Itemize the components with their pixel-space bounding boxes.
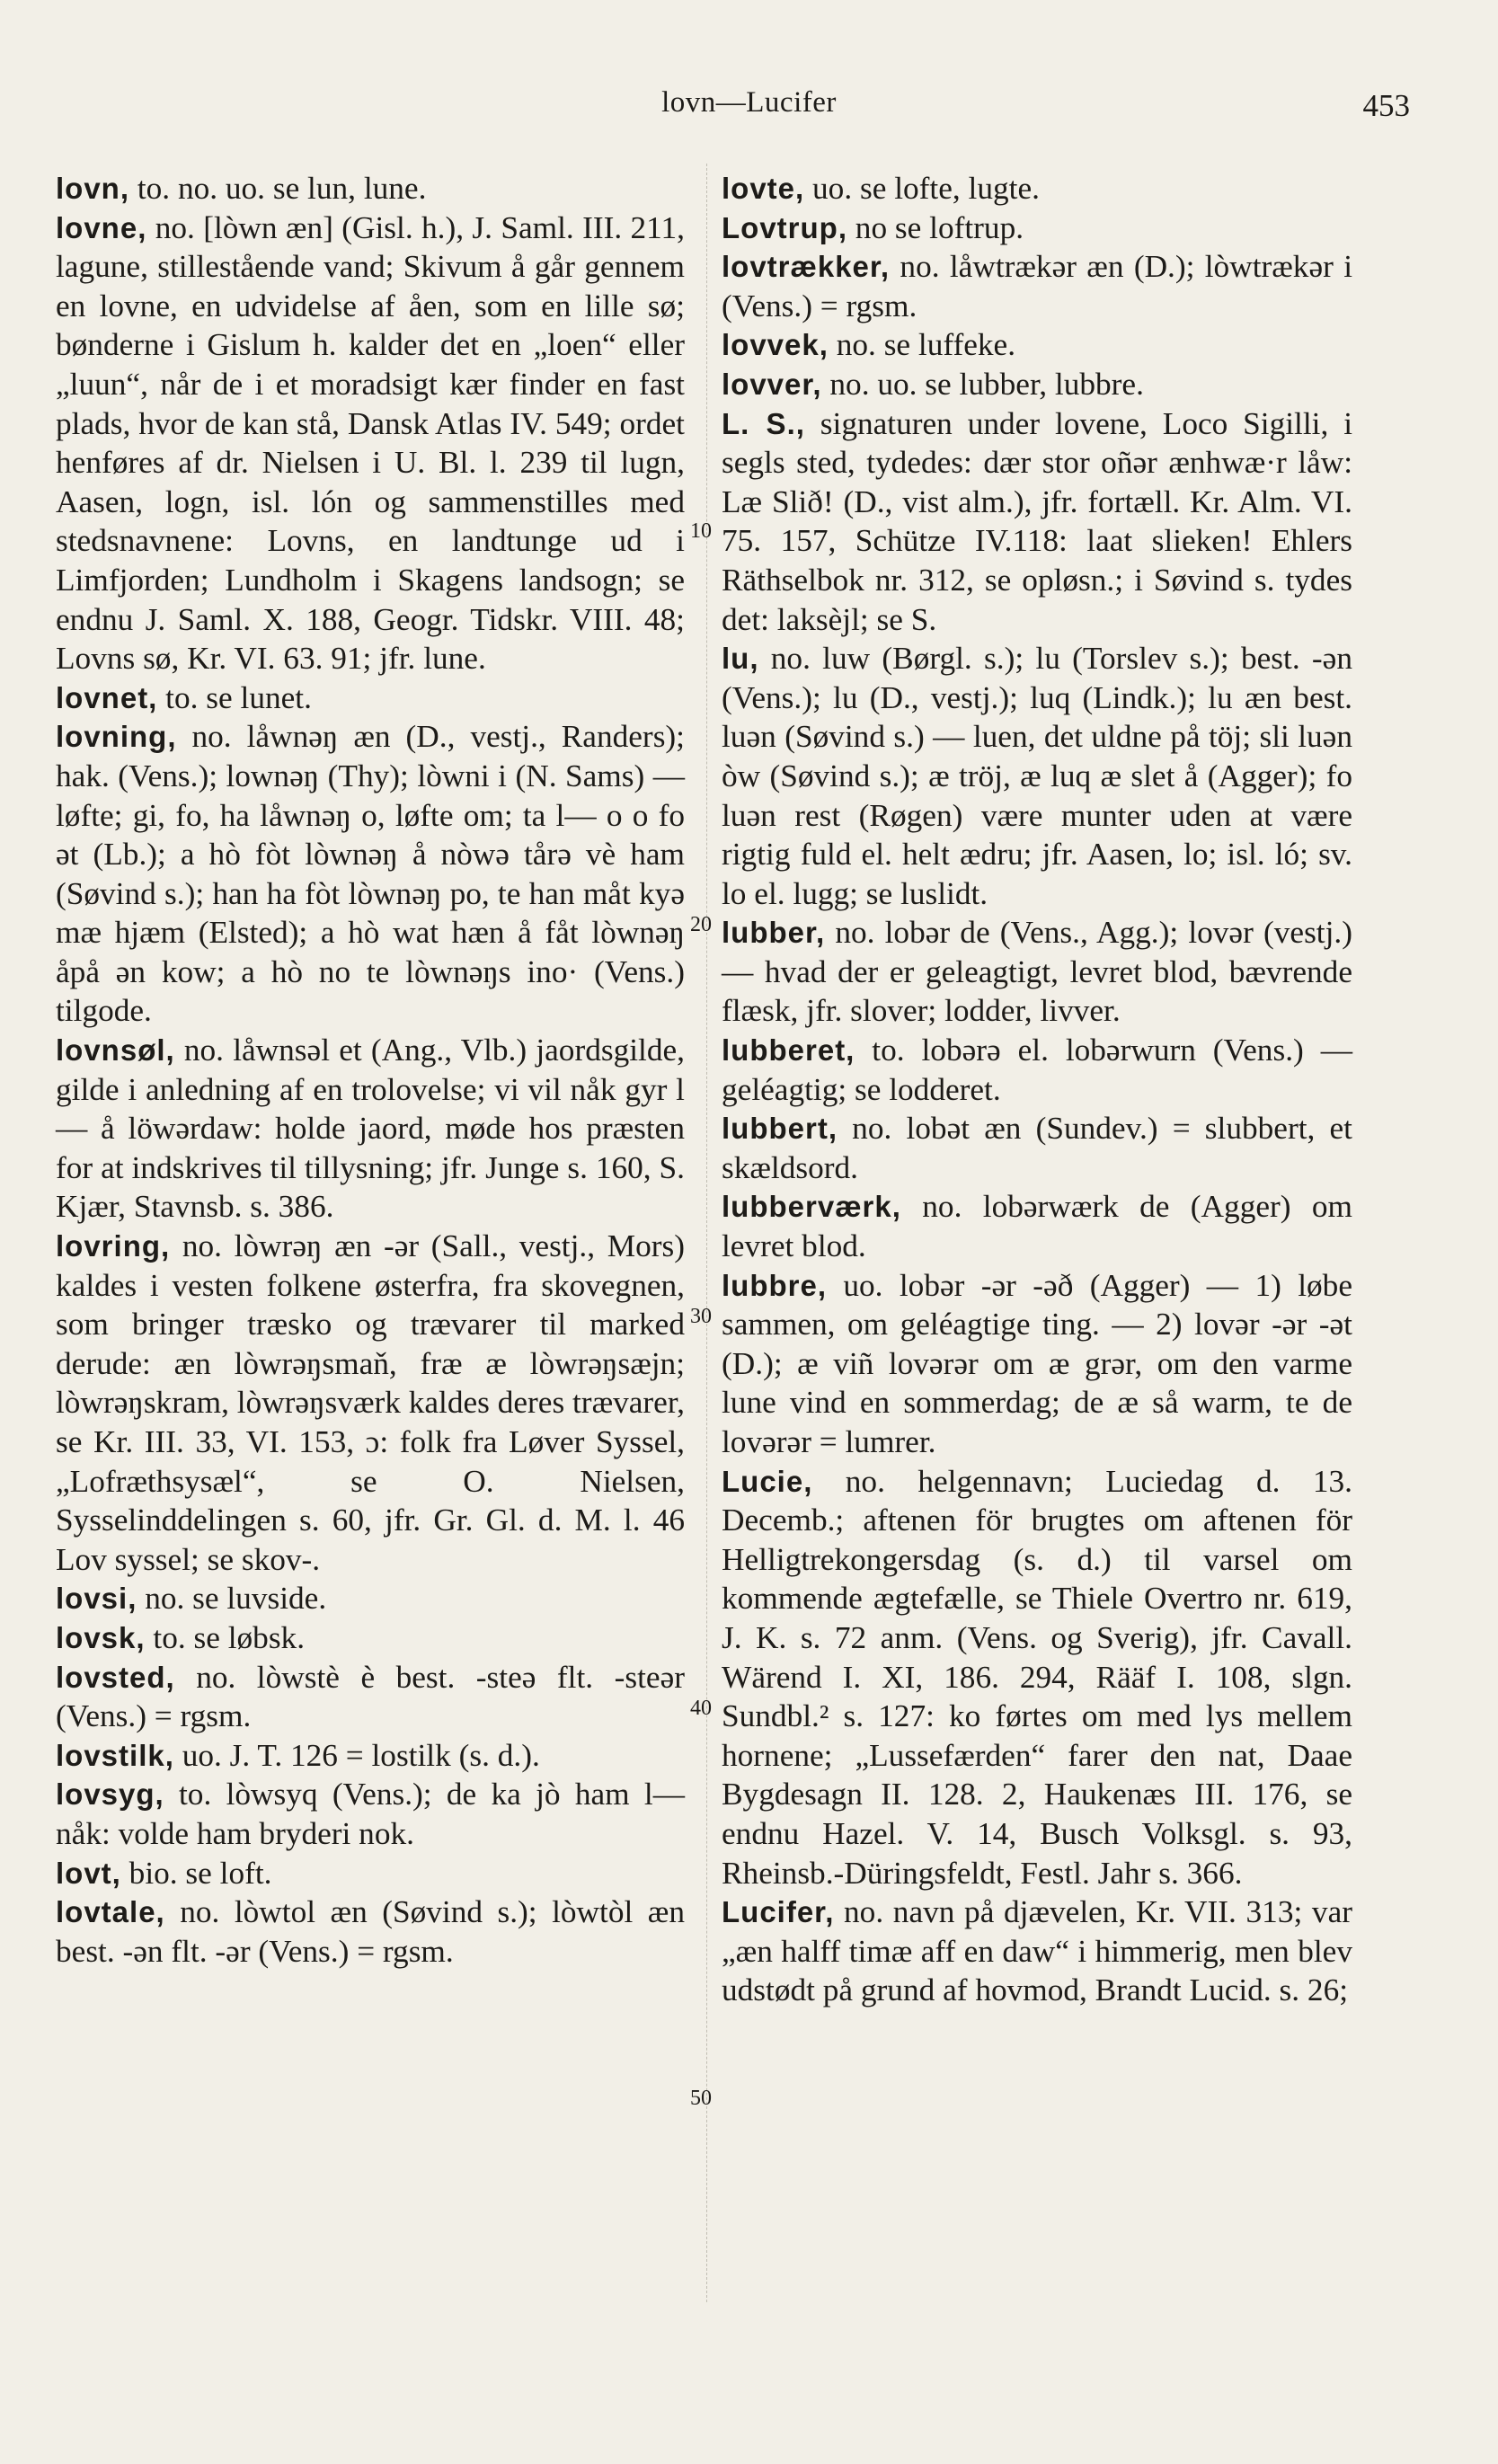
headword: lovne,: [56, 210, 147, 244]
entry-text: no. se luffeke.: [828, 327, 1016, 363]
dictionary-entry: [722, 1462, 1352, 1893]
entry-text: no. helgennavn; Luciedag d. 13. Decemb.; aftenen för brugtes om aftenen för Helligtrekongersdag (s. d.) til varsel om kommende ægtefælle, se Thiele Overtro nr. 619, J. K. s. 72 anm. (Vens. og Sverig), jfr. Cavall. Wärend I. XI, 186. 294, Rääf I. 108, slgn. Sundbl.² s. 127: ko førtes om med lys mellem hornene; „Lussefærden“ farer den nat, Daae Bygdesagn II. 128. 2, Haukenæs III. 176, se endnu Hazel. V. 14, Busch Volksgl. s. 93, Rheinsb.-Düringsfeldt, Festl. Jahr s. 366.: [722, 1463, 1352, 1891]
dictionary-entry: [722, 208, 1352, 248]
line-number: 50: [690, 2087, 712, 2110]
line-number: 30: [690, 1305, 712, 1328]
dictionary-entry: [722, 1187, 1352, 1265]
entry-text: uo. J. T. 126 = lostilk (s. d.).: [173, 1737, 540, 1773]
entry-text: no. navn på djævelen, Kr. VII. 313; var „æn halff timæ aff en daw“ i himmerig, men blev udstødt på grund af hovmod, Brandt Lucid. s. 26;: [722, 1894, 1352, 2008]
line-number: 10: [690, 519, 712, 543]
dictionary-entry: [56, 1736, 685, 1776]
headword: lovver,: [722, 367, 822, 401]
dictionary-entry: [56, 678, 685, 718]
dictionary-entry: [56, 1618, 685, 1658]
headword: lubberet,: [722, 1033, 855, 1068]
headword: lovtrækker,: [722, 250, 891, 284]
page-number: 453: [1362, 88, 1410, 123]
headword: lovsi,: [56, 1582, 137, 1616]
page-header: [54, 86, 1444, 140]
entry-text: no. lobər de (Vens., Agg.); lovər (vestj.) — hvad der er geleagtigt, levret blod, bævrende flæsk, jfr. slover; lodder, livver.: [722, 915, 1352, 1029]
headword: L. S.,: [722, 406, 805, 440]
headword: lu,: [722, 642, 759, 676]
dictionary-entry: [722, 1109, 1352, 1187]
entry-text: no. uo. se lubber, lubbre.: [821, 366, 1144, 402]
entry-text: to. lobərə el. lobərwurn (Vens.) — geléagtig; se lodderet.: [722, 1033, 1352, 1107]
entry-text: uo. se lofte, lugte.: [804, 171, 1040, 206]
line-number: 40: [690, 1697, 712, 1720]
headword: lovte,: [722, 172, 805, 205]
entry-text: no. luw (Børgl. s.); lu (Torslev s.); best. -ən (Vens.); lu (D., vestj.); luq (Lindk.); lu æn best. luən (Søvind s.) — luen, det uldne på töj; sli luən òw (Søvind s.); æ tröj, æ luq æ slet å (Agger); fo luən rest (Røgen) være munter uden at være rigtig fuld el. helt ædru; jfr. Aasen, lo; isl. ló; sv. lo el. lugg; se luslidt.: [722, 641, 1352, 911]
dictionary-entry: [56, 1775, 685, 1853]
headword: Lucie,: [722, 1464, 813, 1498]
entry-text: no. se luvside.: [137, 1581, 327, 1617]
dictionary-entry: [56, 717, 685, 1031]
entry-text: no. lobət æn (Sundev.) = slubbert, et skældsord.: [722, 1111, 1352, 1185]
headword: lovt,: [56, 1856, 121, 1890]
dictionary-entry: [56, 1031, 685, 1227]
dictionary-entry: [722, 365, 1352, 404]
entry-text: no. lòwstè è best. -steə flt. -steər (Vens.) = rgsm.: [56, 1659, 685, 1734]
left-column: [56, 169, 685, 1971]
headword: lubbert,: [722, 1112, 838, 1146]
entry-text: signaturen under lovene, Loco Sigilli, i segls sted, tydedes: dær stor oñər ænhwæ·r låw: Læ Slið! (D., vist alm.), jfr. fortæll. Kr. Alm. VI. 75. 157, Schütze IV.118: laat slieken! Ehlers Räthselbok nr. 312, se opløsn.; i Søvind s. tydes det: laksèjl; se S.: [722, 405, 1352, 637]
headword: lovstilk,: [56, 1738, 174, 1772]
dictionary-entry: [56, 1227, 685, 1579]
headword: lubber,: [722, 916, 826, 950]
dictionary-entry: [56, 1854, 685, 1893]
entry-text: no. [lòwn æn] (Gisl. h.), J. Saml. III. 211, lagune, stillestående vand; Skivum å går gennem en lovne, en udvidelse af åen, som en lille sø; bønderne i Gislum h. kalder det en „loen“ eller „luun“, når de i et moradsigt kær finder en fast plads, hvor de kan stå, Dansk Atlas IV. 549; ordet henføres af dr. Nielsen i U. Bl. l. 239 til lugn, Aasen, logn, isl. lón og sammenstilles med stedsnavnene: Lovns, en landtunge ud i Limfjorden; Lundholm i Skagens landsogn; se endnu J. Saml. X. 188, Geogr. Tidskr. VIII. 48; Lovns sø, Kr. VI. 63. 91; jfr. lune.: [56, 209, 685, 677]
dictionary-entry: [56, 169, 685, 208]
dictionary-entry: [722, 639, 1352, 913]
entry-text: no. lòwrəŋ æn -ər (Sall., vestj., Mors) kaldes i vesten folkene østerfra, fra skovegnen, som bringer træsko og trævarer til marked derude: æn lòwrəŋsmaň, fræ æ lòwrəŋsæjn; lòwrəŋskram, lòwrəŋsværk kaldes deres trævarer, se Kr. III. 33, VI. 153, ɔ: folk fra Løver Syssel, „Lofræthsysæl“, se O. Nielsen, Sysselinddelingen s. 60, jfr. Gr. Gl. d. M. l. 46 Lov syssel; se skov-.: [56, 1228, 686, 1577]
column-divider: [706, 164, 707, 2302]
right-column: [722, 169, 1352, 2010]
dictionary-entry: [56, 1658, 685, 1736]
dictionary-entry: [722, 325, 1352, 365]
dictionary-entry: [722, 247, 1352, 325]
entry-text: no. låwtrækər æn (D.); lòwtrækər i (Vens.) = rgsm.: [722, 249, 1352, 324]
dictionary-entry: [56, 1892, 685, 1971]
headword: lubbre,: [722, 1268, 828, 1302]
line-number: 20: [690, 913, 712, 936]
dictionary-entry: [722, 404, 1352, 640]
headword: Lovtrup,: [722, 210, 847, 244]
entry-text: no se loftrup.: [847, 209, 1024, 245]
dictionary-entry: [56, 1579, 685, 1618]
dictionary-entry: [56, 208, 685, 678]
headword: lubberværk,: [722, 1190, 901, 1224]
entry-text: no. låwnsəl et (Ang., Vlb.) jaordsgilde, gilde i anledning af en trolovelse; vi vil nåk gyr l— å löwərdaw: holde jaord, møde hos præsten for at indskrives til tillysning; jfr. Junge s. 160, S. Kjær, Stavnsb. s. 386.: [56, 1033, 685, 1225]
entry-text: no. lòwtol æn (Søvind s.); lòwtòl æn best. -ən flt. -ər (Vens.) = rgsm.: [56, 1894, 685, 1969]
headword: lovning,: [56, 720, 177, 754]
headword: lovvek,: [722, 328, 829, 362]
dictionary-entry: [722, 1892, 1352, 2010]
headword: lovn,: [56, 172, 130, 205]
entry-text: uo. lobər -ər -əð (Agger) — 1) løbe sammen, om geléagtige ting. — 2) lovər -ər -ət (D.); æ viñ lovərər om æ grər, om den varme lune vind en sommerdag; de æ så warm, te de lovərər = lumrer.: [722, 1267, 1352, 1459]
headword: lovsted,: [56, 1660, 175, 1694]
entry-text: bio. se loft.: [120, 1855, 272, 1891]
headword: lovnet,: [56, 680, 158, 714]
headword: Lucifer,: [722, 1895, 835, 1929]
entry-text: no. låwnəŋ æn (D., vestj., Randers); hak. (Vens.); lownəŋ (Thy); lòwni i (N. Sams) — løfte; gi, fo, ha låwnəŋ o, løfte om; ta l— o o fo ət (Lb.); a hò fòt lòwnəŋ å nòwə tårə vè ham (Søvind s.); han ha fòt lòwnəŋ po, te han måt kyə mæ hjæm (Elsted); a hò wat hæn å fåt lòwnəŋ åpå ən kow; a hò no te lòwnəŋs ino· (Vens.) tilgode.: [56, 719, 685, 1029]
entry-text: to. se lunet.: [157, 679, 312, 715]
entry-text: to. se løbsk.: [145, 1619, 306, 1655]
headword: lovtale,: [56, 1895, 165, 1929]
dictionary-entry: [722, 913, 1352, 1031]
headword: lovnsøl,: [56, 1033, 175, 1068]
entry-text: to. lòwsyq (Vens.); de ka jò ham l— nåk: volde ham bryderi nok.: [56, 1777, 685, 1851]
dictionary-entry: [722, 169, 1352, 208]
dictionary-entry: [722, 1031, 1352, 1109]
headword: lovring,: [56, 1229, 171, 1263]
entry-text: to. no. uo. se lun, lune.: [129, 171, 427, 206]
headword: lovsyg,: [56, 1777, 164, 1812]
entry-text: no. lobərwærk de (Agger) om levret blod.: [722, 1189, 1352, 1264]
dictionary-entry: [722, 1266, 1352, 1462]
running-title: lovn—Lucifer: [661, 86, 837, 119]
headword: lovsk,: [56, 1620, 146, 1654]
